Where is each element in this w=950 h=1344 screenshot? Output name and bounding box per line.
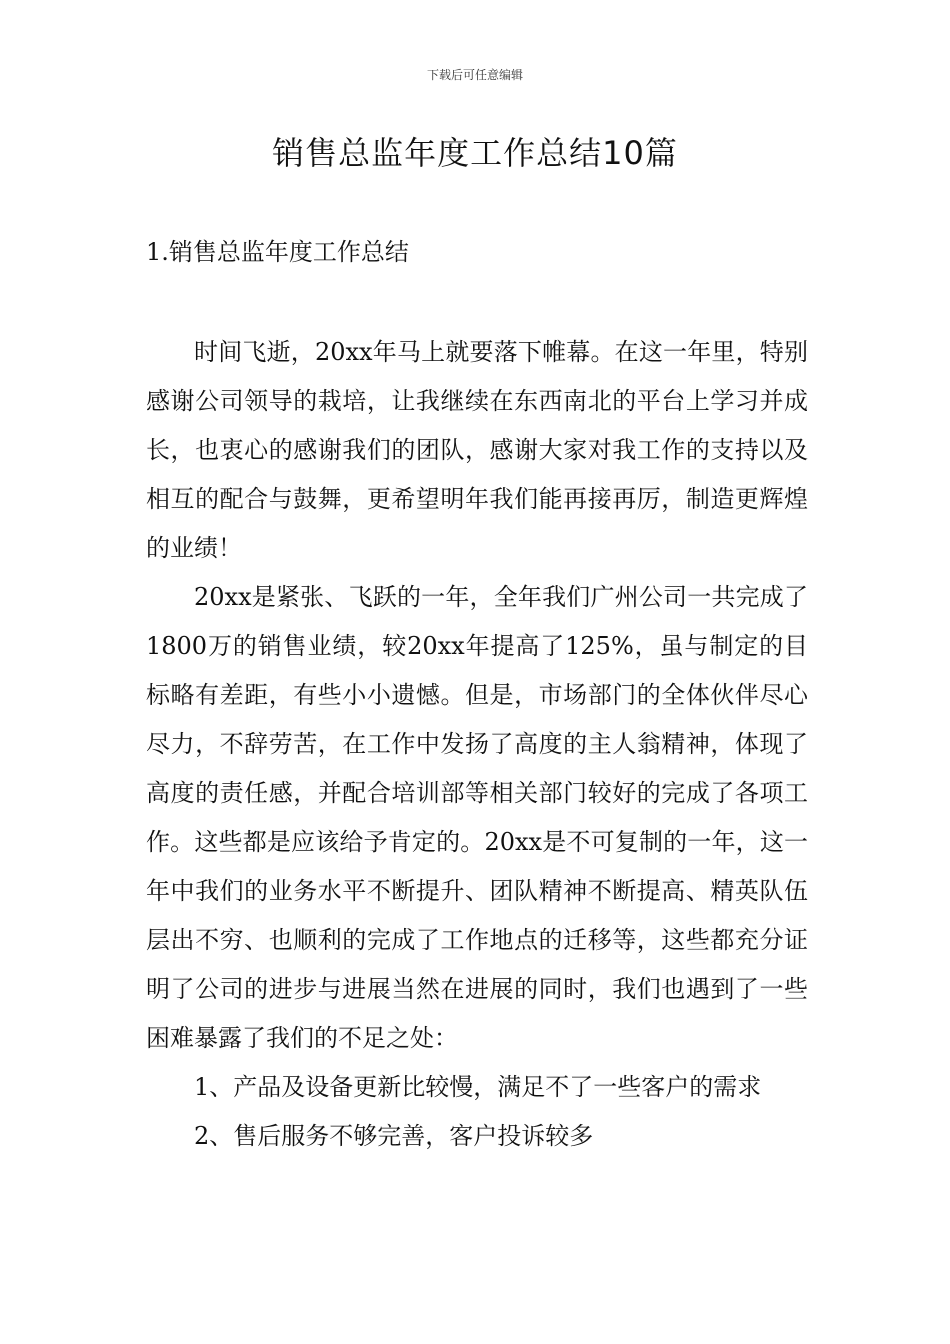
list-item: 2、售后服务不够完善，客户投诉较多	[194, 1122, 594, 1150]
document-title: 销售总监年度工作总结10篇	[272, 134, 678, 172]
body-paragraph: 时间飞逝，20xx年马上就要落下帷幕。在这一年里，特别感谢公司领导的栽培，让我继续在东西南北的平台上学习并成长，也衷心的感谢我们的团队，感谢大家对我工作的支持以及相互的配合与鼓舞，更希望明年我们能再接再厉，制造更辉煌的业绩！	[146, 338, 808, 562]
document-body	[146, 328, 808, 1161]
page-header-note: 下载后可任意编辑	[426, 68, 523, 82]
section-heading: 1.销售总监年度工作总结	[146, 238, 409, 266]
list-item: 1、产品及设备更新比较慢，满足不了一些客户的需求	[194, 1073, 762, 1101]
body-paragraph: 20xx是紧张、飞跃的一年，全年我们广州公司一共完成了1800万的销售业绩，较20xx年提高了125%，虽与制定的目标略有差距，有些小小遗憾。但是，市场部门的全体伙伴尽心尽力，不辞劳苦，在工作中发扬了高度的主人翁精神，体现了高度的责任感，并配合培训部等相关部门较好的完成了各项工作。这些都是应该给予肯定的。20xx是不可复制的一年，这一年中我们的业务水平不断提升、团队精神不断提高、精英队伍层出不穷、也顺利的完成了工作地点的迁移等，这些都充分证明了公司的进步与进展当然在进展的同时，我们也遇到了一些困难暴露了我们的不足之处：	[146, 583, 808, 1052]
